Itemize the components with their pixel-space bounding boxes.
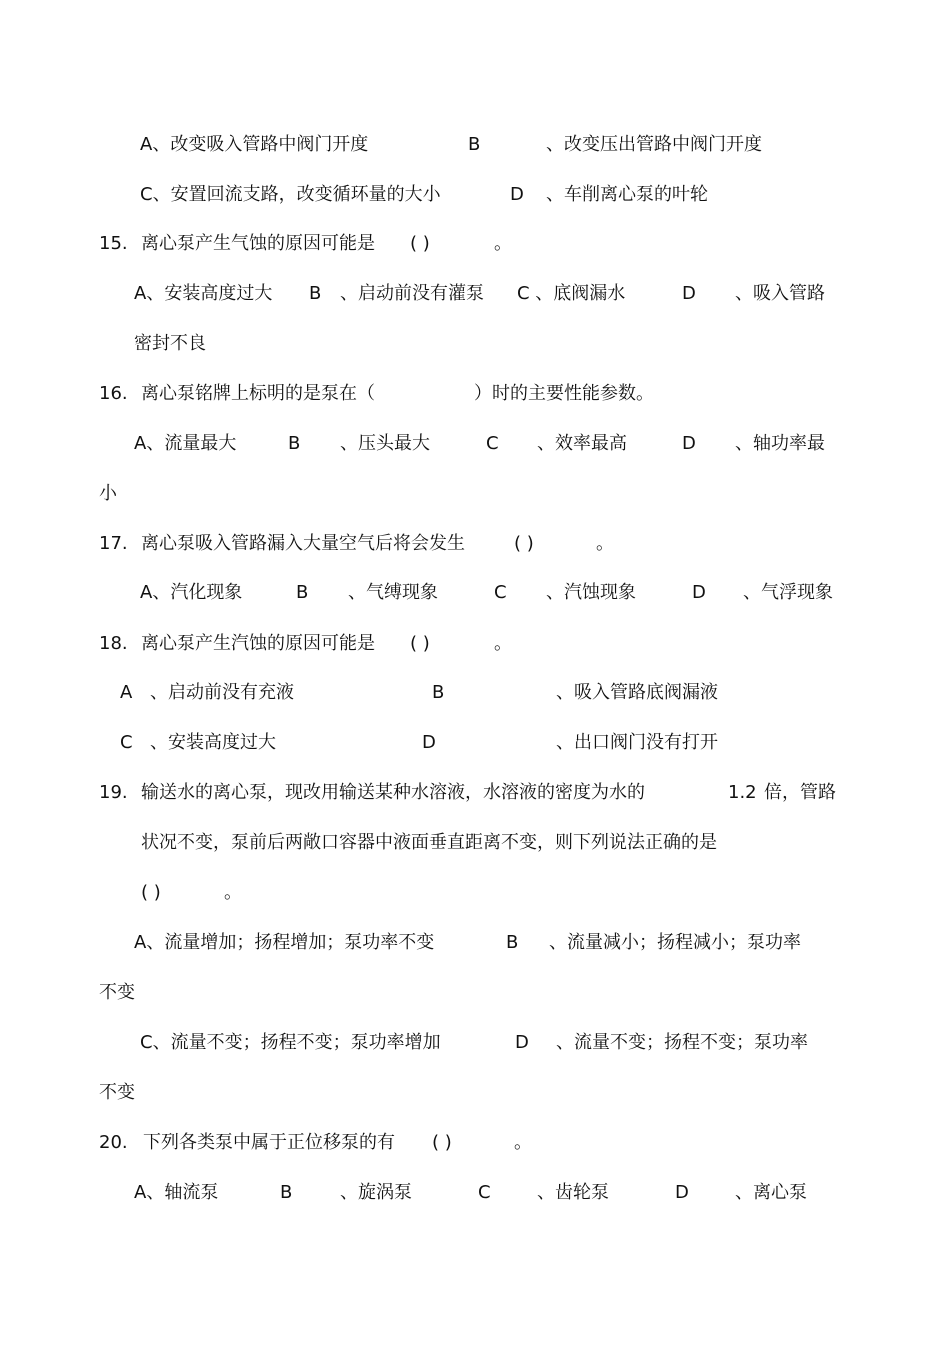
q19-stem-line1: 输送水的离心泵，现改用输送某种水溶液，水溶液的密度为水的 <box>141 782 645 803</box>
q16-stem-end: ）时的主要性能参数。 <box>474 383 654 404</box>
q20-option-c-text: 、齿轮泵 <box>537 1182 609 1203</box>
q19-option-b-text: 、流量减小；扬程减小；泵功率 <box>549 932 801 953</box>
q14-option-b-text: 、改变压出管路中阀门开度 <box>546 134 762 155</box>
q20-bracket: ( ) <box>432 1132 452 1153</box>
q18-option-a-text: 、启动前没有充液 <box>150 682 294 703</box>
q19-number: 19. <box>99 782 128 803</box>
q16-option-d-text: 、轴功率最 <box>735 433 825 454</box>
q18-stem: 离心泵产生汽蚀的原因可能是 <box>141 633 375 654</box>
q19-end: 。 <box>224 882 242 903</box>
q18-option-b-letter: B <box>432 682 445 703</box>
q14-option-c: C、安置回流支路，改变循环量的大小 <box>140 184 441 205</box>
q19-stem-line1-end: 倍，管路 <box>764 782 836 803</box>
q16-option-d-letter: D <box>682 433 696 454</box>
q15-option-a: A、安装高度过大 <box>134 283 273 304</box>
q18-option-d-letter: D <box>422 732 436 753</box>
q15-option-b-letter: B <box>309 283 322 304</box>
q20-option-d-letter: D <box>675 1182 689 1203</box>
q19-option-b-letter: B <box>506 932 519 953</box>
q17-stem: 离心泵吸入管路漏入大量空气后将会发生 <box>141 533 465 554</box>
q17-option-c-letter: C <box>494 582 507 603</box>
q18-bracket: ( ) <box>410 633 430 654</box>
q15-option-d-letter: D <box>682 283 696 304</box>
q17-number: 17. <box>99 533 128 554</box>
q18-option-b-text: 、吸入管路底阀漏液 <box>556 682 718 703</box>
q19-option-d-letter: D <box>515 1032 529 1053</box>
q16-number: 16. <box>99 383 128 404</box>
q15-bracket: ( ) <box>410 233 430 254</box>
q20-number: 20. <box>99 1132 128 1153</box>
q17-bracket: ( ) <box>514 533 534 554</box>
q20-option-b-letter: B <box>280 1182 293 1203</box>
q18-option-c-text: 、安装高度过大 <box>150 732 276 753</box>
q18-option-a-letter: A <box>120 682 133 703</box>
q15-option-d-cont: 密封不良 <box>134 333 206 354</box>
q15-option-c: C 、底阀漏水 <box>517 283 626 304</box>
q17-option-b-text: 、气缚现象 <box>348 582 438 603</box>
q20-option-d-text: 、离心泵 <box>735 1182 807 1203</box>
q20-end: 。 <box>514 1132 532 1153</box>
q15-end: 。 <box>494 233 512 254</box>
q17-end: 。 <box>596 533 614 554</box>
q16-option-d-cont: 小 <box>99 483 117 504</box>
q18-option-c-letter: C <box>120 732 133 753</box>
q17-option-c-text: 、汽蚀现象 <box>546 582 636 603</box>
q15-option-d-text: 、吸入管路 <box>735 283 825 304</box>
q20-option-a: A、轴流泵 <box>134 1182 219 1203</box>
q14-option-b-letter: B <box>468 134 481 155</box>
q14-option-d-text: 、车削离心泵的叶轮 <box>546 184 708 205</box>
q19-option-d-text: 、流量不变；扬程不变；泵功率 <box>556 1032 808 1053</box>
q19-bracket: ( ) <box>141 882 161 903</box>
q15-stem: 离心泵产生气蚀的原因可能是 <box>141 233 375 254</box>
q16-option-c-letter: C <box>486 433 499 454</box>
q16-option-c-text: 、效率最高 <box>537 433 627 454</box>
q14-option-a: A、改变吸入管路中阀门开度 <box>140 134 369 155</box>
q17-option-b-letter: B <box>296 582 309 603</box>
q18-end: 。 <box>494 633 512 654</box>
q19-ratio: 1.2 <box>728 782 757 803</box>
q19-option-d-cont: 不变 <box>99 1082 135 1103</box>
q16-stem: 离心泵铭牌上标明的是泵在（ <box>141 383 375 404</box>
q17-option-d-letter: D <box>692 582 706 603</box>
q17-option-a: A、汽化现象 <box>140 582 243 603</box>
q18-option-d-text: 、出口阀门没有打开 <box>556 732 718 753</box>
q19-stem-line2: 状况不变，泵前后两敞口容器中液面垂直距离不变，则下列说法正确的是 <box>141 832 717 853</box>
q16-option-b-text: 、压头最大 <box>340 433 430 454</box>
q19-option-c: C、流量不变；扬程不变；泵功率增加 <box>140 1032 441 1053</box>
q20-stem: 下列各类泵中属于正位移泵的有 <box>143 1132 395 1153</box>
q16-option-a: A、流量最大 <box>134 433 237 454</box>
q14-option-d-letter: D <box>510 184 524 205</box>
q15-number: 15. <box>99 233 128 254</box>
q19-option-b-cont: 不变 <box>99 982 135 1003</box>
q19-option-a: A、流量增加；扬程增加；泵功率不变 <box>134 932 435 953</box>
q15-option-b-text: 、启动前没有灌泵 <box>340 283 484 304</box>
q20-option-c-letter: C <box>478 1182 491 1203</box>
q18-number: 18. <box>99 633 128 654</box>
q17-option-d-text: 、气浮现象 <box>743 582 833 603</box>
q16-option-b-letter: B <box>288 433 301 454</box>
q20-option-b-text: 、旋涡泵 <box>340 1182 412 1203</box>
